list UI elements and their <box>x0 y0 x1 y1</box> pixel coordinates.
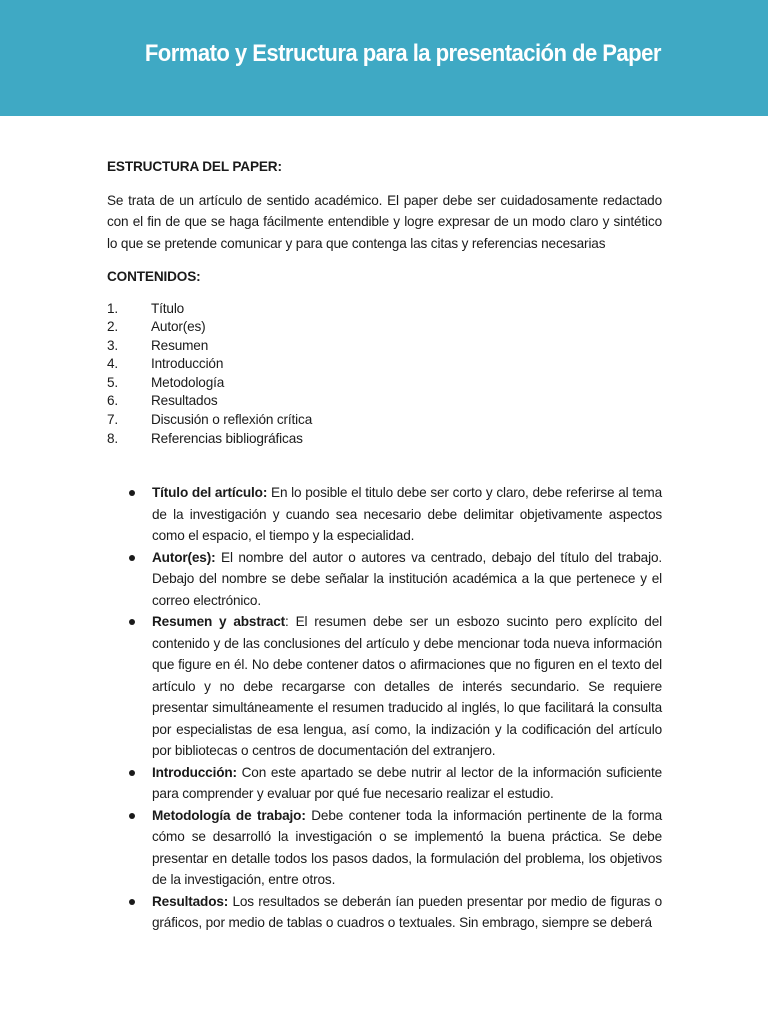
bullet-item-titulo: Título del artículo: En lo posible el titulo debe ser corto y claro, debe referirse al tema de la investigación y cuando sea necesario debe delimitar objetivamente aspectos como el espacio, el tiempo y la especialidad. <box>107 482 662 547</box>
contenidos-heading: CONTENIDOS: <box>107 269 201 284</box>
bullet-item-resultados: Resultados: Los resultados se deberán ían pueden presentar por medio de figuras o gráficos, por medio de tablas o cuadros o textuales. Sin embrago, siempre se deberá <box>107 891 662 934</box>
page-title: Formato y Estructura para la presentación de Paper <box>144 40 661 67</box>
list-item: 4. Introducción <box>107 356 224 372</box>
estructura-heading: ESTRUCTURA DEL PAPER: <box>107 159 282 174</box>
bullet-item-resumen: Resumen y abstract: El resumen debe ser un esbozo sucinto pero explícito del contenido y de las conclusiones del artículo y debe mencionar toda nueva información que figure en él. No debe contener datos o afirmaciones que no figuren en el texto del artículo y no debe recargarse con detalles de interés secundario. Se requiere presentar simultáneamente el resumen traducido al inglés, lo que facilitará la consulta por especialistas de esa lengua, así como, la indización y la codificación del artículo por bibliotecas o centros de documentación del extranjero. <box>107 611 662 762</box>
contenidos-list <box>107 300 662 449</box>
bullet-icon <box>129 619 135 625</box>
bullet-item-autores: Autor(es): El nombre del autor o autores va centrado, debajo del título del trabajo. Debajo del nombre se debe señalar la institución académica a la que pertenece y el correo electrónico. <box>107 547 662 612</box>
bullet-icon <box>129 770 135 776</box>
descripcion-list <box>107 482 662 934</box>
bullet-icon <box>129 813 135 819</box>
header-band <box>0 0 768 116</box>
list-item: 5. Metodología <box>107 374 225 390</box>
estructura-paragraph: Se trata de un artículo de sentido académico. El paper debe ser cuidadosamente redactado con el fin de que se haga fácilmente entendible y logre expresar de un modo claro y sintético lo que se pretende comunicar y para que contenga las citas y referencias necesarias <box>107 192 662 251</box>
list-item: 7. Discusión o reflexión crítica <box>107 412 313 428</box>
bullet-icon <box>129 899 135 905</box>
document-body <box>107 156 662 934</box>
bullet-item-introduccion: Introducción: Con este apartado se debe nutrir al lector de la información suficiente para comprender y evaluar por qué fue necesario realizar el estudio. <box>107 762 662 805</box>
list-item: 2. Autor(es) <box>107 319 206 335</box>
list-item: 1. Título <box>107 300 185 316</box>
list-item: 6. Resultados <box>107 393 218 409</box>
bullet-icon <box>129 555 135 561</box>
list-item: 8. Referencias bibliográficas <box>107 430 303 446</box>
bullet-item-metodologia: Metodología de trabajo: Debe contener toda la información pertinente de la forma cómo se desarrolló la investigación o se implementó la buena práctica. Se debe presentar en detalle todos los pasos dados, la formulación del problema, los objetivos de la investigación, entre otros. <box>107 805 662 891</box>
bullet-icon <box>129 490 135 496</box>
list-item: 3. Resumen <box>107 337 209 353</box>
